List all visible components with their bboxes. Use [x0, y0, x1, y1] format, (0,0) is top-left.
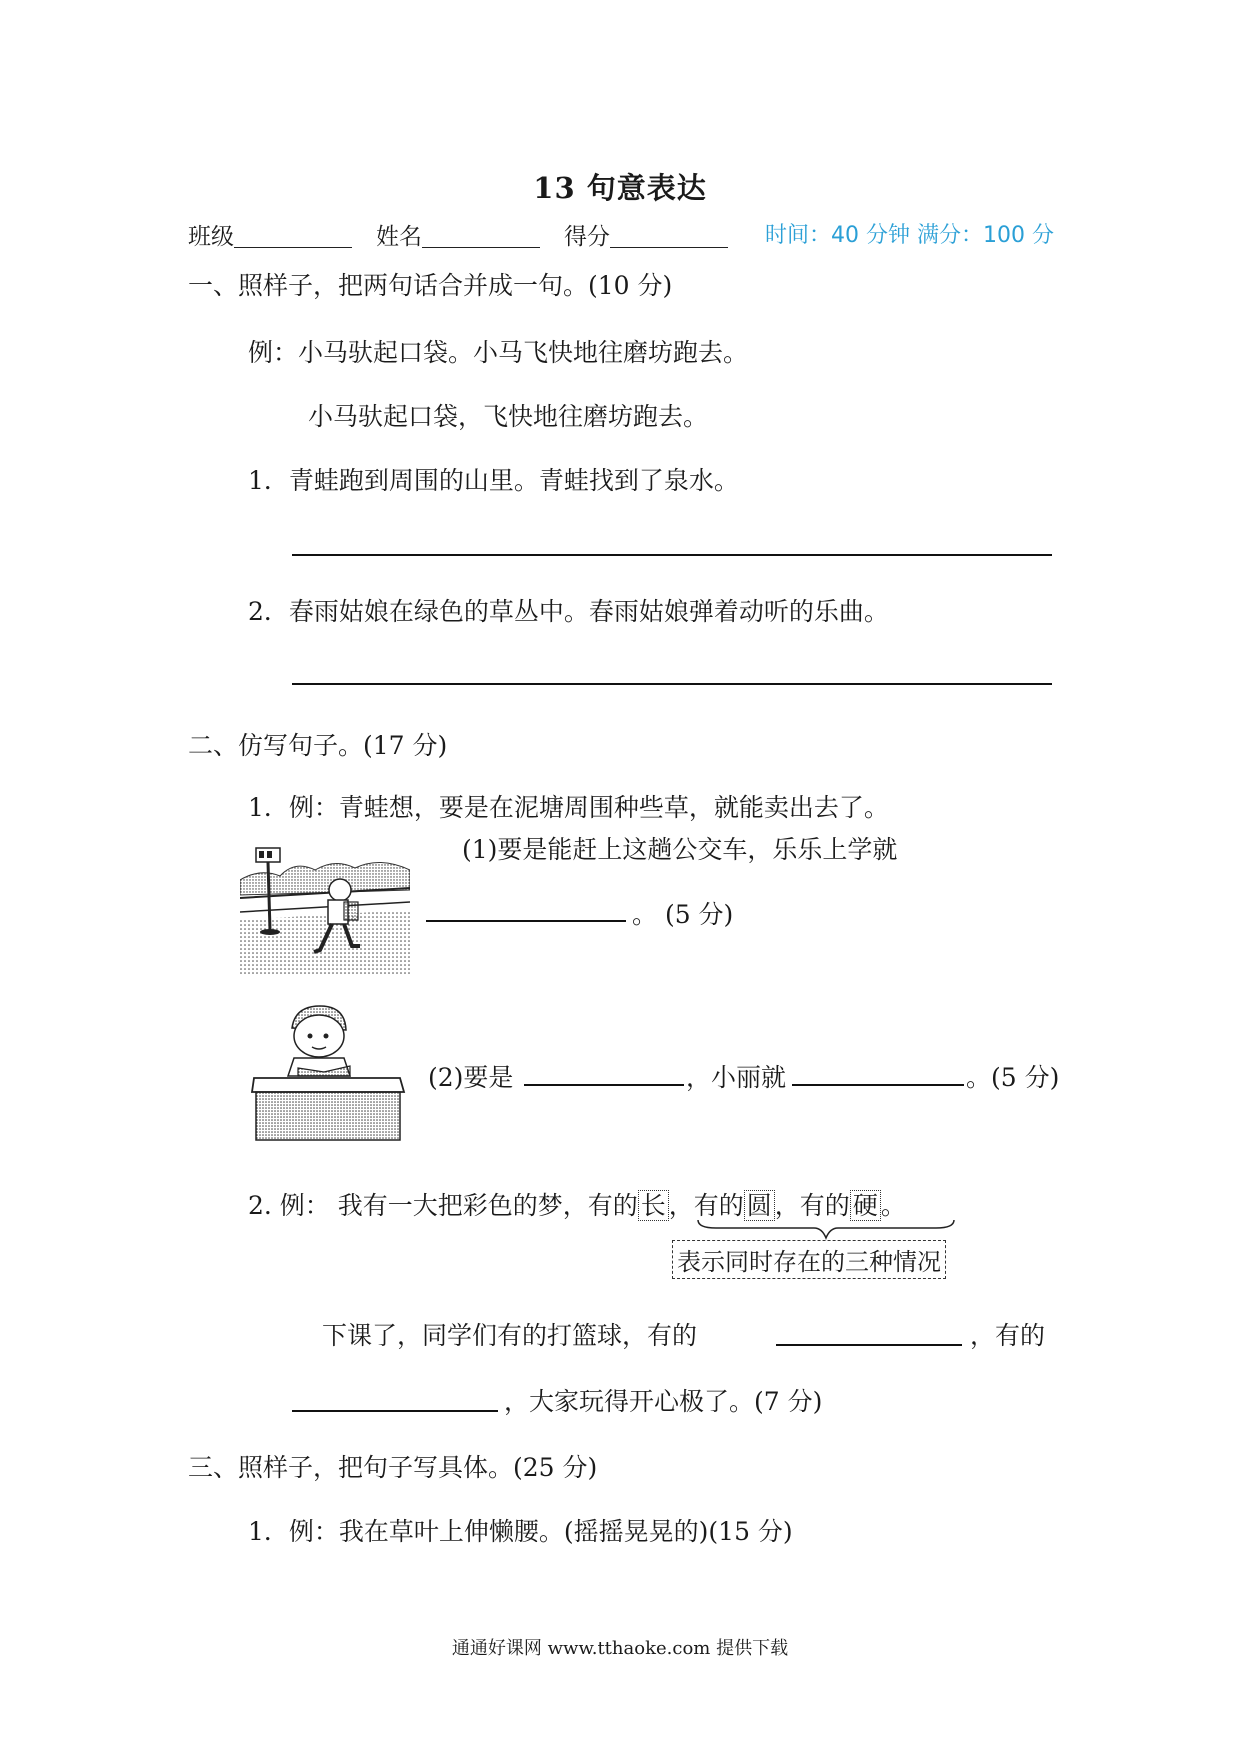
answer-line-2[interactable] — [292, 683, 1052, 685]
brace-connector — [696, 1218, 956, 1240]
class-label: 班级 — [188, 224, 234, 250]
score-blank[interactable] — [610, 223, 728, 248]
section3-heading: 三、照样子，把句子写具体。(25 分) — [188, 1453, 598, 1482]
section2-question-2-example — [248, 1186, 906, 1222]
answer-blank-q1-part2-b[interactable] — [792, 1084, 964, 1086]
example-2-word-3: 硬 — [850, 1190, 881, 1221]
answer-blank-q1-part2-a[interactable] — [524, 1084, 684, 1086]
section1-example-question: 例：小马驮起口袋。小马飞快地往磨坊跑去。 — [248, 338, 749, 367]
answer-line-1[interactable] — [292, 554, 1052, 556]
example-2-note-box: 表示同时存在的三种情况 — [672, 1240, 946, 1279]
score-field — [564, 218, 728, 251]
time-info: 时间：40 分钟 满分：100 分 — [765, 223, 1054, 248]
section2-q2-line2-text: ，大家玩得开心极了。(7 分) — [504, 1387, 823, 1416]
section2-q1-part2-end: 。(5 分) — [966, 1063, 1060, 1092]
section1-question-1: 1．青蛙跑到周围的山里。青蛙找到了泉水。 — [248, 466, 739, 495]
class-blank[interactable] — [234, 223, 352, 248]
example-2-word-1: 长 — [638, 1190, 669, 1221]
section1-example-answer: 小马驮起口袋，飞快地往磨坊跑去。 — [308, 402, 709, 431]
section2-q1-part1-text: (1)要是能赶上这趟公交车，乐乐上学就 — [462, 835, 898, 864]
answer-blank-q1-part1[interactable] — [426, 920, 626, 922]
example-2-lead: 2. 例： 我有一大把彩色的梦，有的 — [248, 1191, 638, 1220]
name-field — [376, 218, 540, 251]
section2-q2-line1-end: ，有的 — [970, 1321, 1046, 1350]
section2-question-1-example: 1．例：青蛙想，要是在泥塘周围种些草，就能卖出去了。 — [248, 793, 889, 822]
section2-q1-part2-start: (2)要是 — [428, 1063, 514, 1092]
score-label: 得分 — [564, 224, 610, 250]
child-reading-illustration — [250, 1002, 410, 1142]
answer-blank-q2-b[interactable] — [292, 1410, 498, 1412]
section2-q1-part1-end: 。 (5 分) — [632, 900, 734, 929]
name-blank[interactable] — [422, 223, 540, 248]
example-2-separator-1: ，有的 — [668, 1191, 744, 1220]
answer-blank-q2-a[interactable] — [776, 1344, 962, 1346]
section2-q2-line1-text: 下课了，同学们有的打篮球，有的 — [322, 1321, 698, 1350]
example-2-word-2: 圆 — [744, 1190, 775, 1221]
page-title: 13 句意表达 — [533, 171, 707, 205]
section1-heading: 一、照样子，把两句话合并成一句。(10 分) — [188, 271, 673, 300]
class-field — [188, 218, 352, 251]
section1-question-2: 2．春雨姑娘在绿色的草丛中。春雨姑娘弹着动听的乐曲。 — [248, 597, 889, 626]
section2-heading: 二、仿写句子。(17 分) — [188, 731, 448, 760]
footer-source: 通通好课网 www.tthaoke.com 提供下载 — [451, 1638, 789, 1659]
example-2-end: 。 — [880, 1191, 906, 1220]
section3-question-1: 1．例：我在草叶上伸懒腰。(摇摇晃晃的)(15 分) — [248, 1517, 793, 1546]
section2-q1-part2-mid: ，小丽就 — [686, 1063, 787, 1092]
name-label: 姓名 — [376, 224, 422, 250]
bus-stop-running-child-illustration — [240, 840, 410, 975]
example-2-separator-2: ，有的 — [774, 1191, 850, 1220]
